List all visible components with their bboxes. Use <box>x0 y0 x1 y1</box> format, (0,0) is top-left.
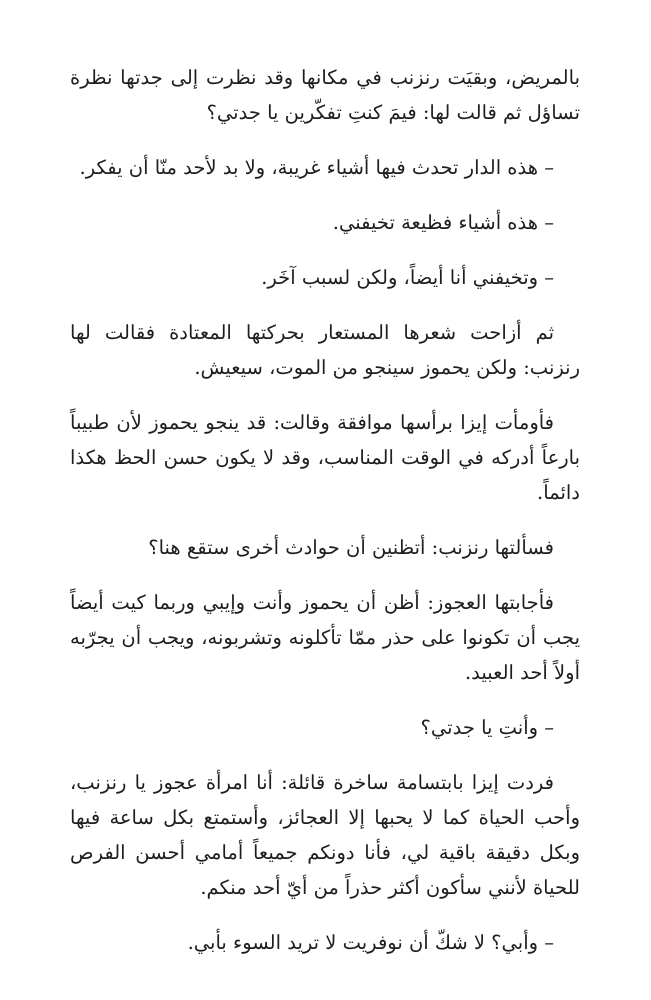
dialog-line: – وأنتِ يا جدتي؟ <box>420 716 554 739</box>
paragraph: بالمريض، وبقيَت رنزنب في مكانها وقد نظرت إلى جدتها نظرة تساؤل ثم قالت لها: فيمَ كنتِ تفكّرين يا جدتي؟ <box>70 66 580 124</box>
paragraph: فأجابتها العجوز: أظن أن يحموز وأنت وإيبي وربما كيت أيضاً يجب أن تكونوا على حذر ممّا تأكلونه وتشربونه، ويجب أن يجرّبه أولاً أحد العبيد. <box>70 591 580 684</box>
dialog-line: – هذه أشياء فظيعة تخيفني. <box>332 211 554 234</box>
dialog-line: – هذه الدار تحدث فيها أشياء غريبة، ولا بد لأحد منّا أن يفكر. <box>79 156 554 179</box>
book-page <box>70 60 580 980</box>
dialog-line: – وأبي؟ لا شكّ أن نوفريت لا تريد السوء بأبي. <box>187 931 554 954</box>
paragraph: فردت إيزا بابتسامة ساخرة قائلة: أنا امرأة عجوز يا رنزنب، وأحب الحياة كما لا يحبها إلا العجائز، وأستمتع بكل ساعة فيها وبكل دقيقة باقية لي، فأنا دونكم جميعاً أمامي أحسن الفرص للحياة لأنني سأكون أكثر حذراً من أيّ أحد منكم. <box>70 771 580 899</box>
paragraph: ثم أزاحت شعرها المستعار بحركتها المعتادة فقالت لها رنزنب: ولكن يحموز سينجو من الموت، سيعيش. <box>70 321 580 379</box>
paragraph: فسألتها رنزنب: أتظنين أن حوادث أخرى ستقع هنا؟ <box>148 536 554 559</box>
dialog-line: – وتخيفني أنا أيضاً، ولكن لسبب آخَر. <box>261 266 554 289</box>
paragraph: فأومأت إيزا برأسها موافقة وقالت: قد ينجو يحموز لأن طبيباً بارعاً أدركه في الوقت المناسب، وقد لا يكون حسن الحظ هكذا دائماً. <box>70 411 580 504</box>
